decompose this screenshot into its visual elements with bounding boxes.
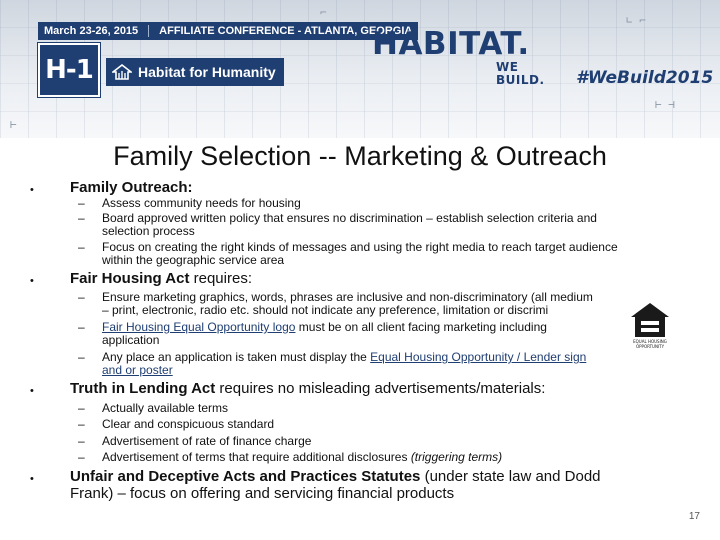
blueprint-decoration: ⊢ xyxy=(10,118,17,131)
blueprint-decoration: ⊢ ⊣ xyxy=(655,98,675,111)
hashtag: #WeBuild2015 xyxy=(576,68,714,88)
list-item: Fair Housing Equal Opportunity logo must be on all client facing marketing including xyxy=(102,320,547,334)
section-heading: Fair Housing Act requires: xyxy=(70,270,252,287)
slogan-line-2: WE BUILD. xyxy=(496,60,545,87)
list-item: Actually available terms xyxy=(102,401,229,415)
dash: – xyxy=(78,401,85,415)
list-item: Focus on creating the right kinds of messages and using the right media to reach target audience xyxy=(102,240,618,254)
dash: – xyxy=(78,417,85,431)
list-item-continued xyxy=(102,364,173,377)
slide-number: 17 xyxy=(688,511,700,522)
dash: – xyxy=(78,350,85,364)
fair-housing-logo-link[interactable]: Fair Housing Equal Opportunity logo xyxy=(102,320,296,334)
dash: – xyxy=(78,450,85,464)
lender-sign-link[interactable]: Equal Housing Opportunity / Lender sign xyxy=(370,350,587,364)
dash: – xyxy=(78,211,85,225)
bullet: • xyxy=(30,184,34,196)
org-name: Habitat for Humanity xyxy=(138,64,276,80)
conference-dates: March 23-26, 2015 xyxy=(44,25,139,37)
logo-text-line-1: EQUAL HOUSING xyxy=(633,339,667,344)
list-item: Advertisement of terms that require additional disclosures (triggering terms) xyxy=(102,450,503,464)
list-item-continued: – print, electronic, radio etc. should not indicate any preference, limitation or discrimi xyxy=(102,303,549,317)
bullet: • xyxy=(30,385,34,397)
list-item: Board approved written policy that ensures no discrimination – establish selection criteria and xyxy=(102,211,597,225)
conference-banner xyxy=(0,0,720,138)
bullet: • xyxy=(30,275,34,287)
blueprint-decoration: ∟ ⌐ xyxy=(626,14,646,27)
dash: – xyxy=(78,240,85,254)
logo-text-line-2: OPPORTUNITY xyxy=(635,344,665,349)
slogan-line-1: HABITAT. xyxy=(372,26,530,62)
list-item: Clear and conspicuous standard xyxy=(102,417,275,431)
dash: – xyxy=(78,320,85,334)
bullet: • xyxy=(30,473,34,485)
habitat-house-icon xyxy=(112,64,132,80)
habitat-logo xyxy=(106,58,284,86)
list-item: Advertisement of rate of finance charge xyxy=(102,434,312,448)
conference-event: AFFILIATE CONFERENCE - ATLANTA, GEORGIA xyxy=(159,25,413,37)
poster-link[interactable]: and or poster xyxy=(102,363,173,377)
list-item-continued: application xyxy=(102,333,160,347)
list-item: Ensure marketing graphics, words, phrases are inclusive and non-discriminatory (all medium xyxy=(102,290,593,304)
blueprint-decoration: ⌐ xyxy=(320,6,327,19)
section-heading: Family Outreach: xyxy=(70,179,193,196)
slide-title: Family Selection -- Marketing & Outreach xyxy=(113,141,607,171)
h1-badge: H-1 xyxy=(38,43,100,97)
section-heading: Unfair and Deceptive Acts and Practices Statutes (under state law and Dodd xyxy=(70,468,601,485)
dash: – xyxy=(78,196,85,210)
list-item: Any place an application is taken must display the Equal Housing Opportunity / Lender sign xyxy=(102,350,587,364)
list-item-continued: within the geographic service area xyxy=(102,253,285,267)
equal-housing-opportunity-logo xyxy=(628,300,672,350)
list-item-continued: selection process xyxy=(102,224,195,238)
dash: – xyxy=(78,434,85,448)
section-heading: Truth in Lending Act requires no misleading advertisements/materials: xyxy=(70,380,546,397)
conference-date-bar xyxy=(38,22,418,40)
slogan xyxy=(372,26,545,87)
dash: – xyxy=(78,290,85,304)
list-item: Assess community needs for housing xyxy=(102,196,301,210)
section-heading-continued: Frank) – focus on offering and servicing financial products xyxy=(70,485,455,502)
